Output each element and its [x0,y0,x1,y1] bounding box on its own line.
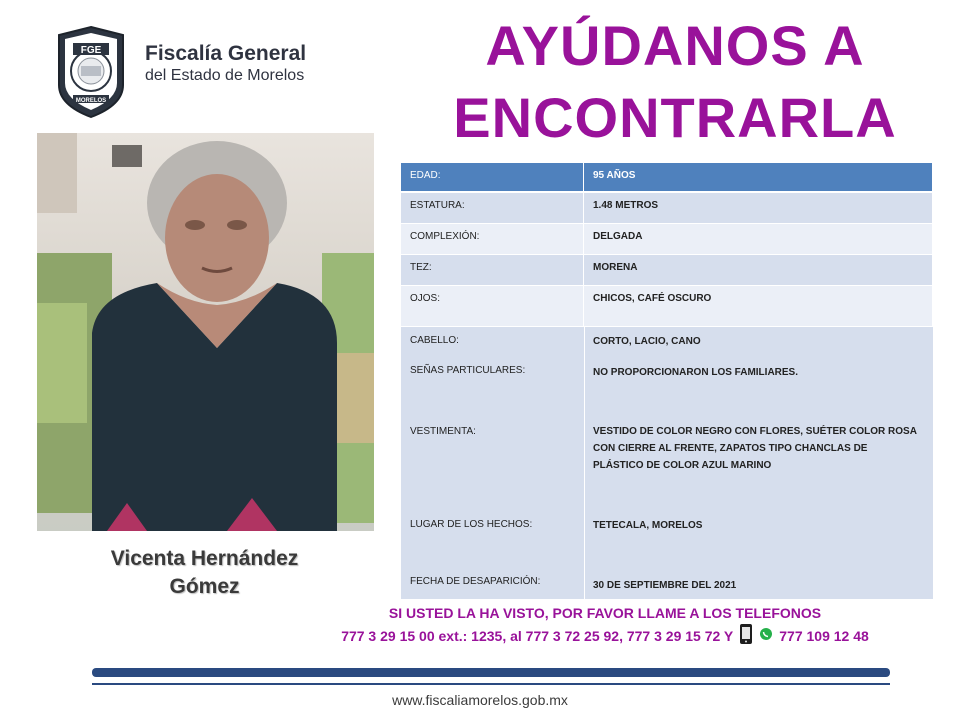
whatsapp-icon [759,627,773,646]
description-table [401,163,933,598]
row-label: EDAD: [401,163,584,191]
contact-line1: SI USTED LA HA VISTO, POR FAVOR LLAME A LOS TELEFONOS [388,605,822,621]
missing-person-photo [37,133,374,531]
row-label: CABELLO: [410,335,459,346]
footer-divider [92,683,890,685]
whatsapp-number: 777 109 12 48 [779,628,869,644]
headline [440,10,910,154]
logo-bottom-text: MORELOS [75,98,107,104]
table-row-extended [401,326,933,599]
person-name-line1: Vicenta Hernández [110,547,299,570]
row-label: TEZ: [401,255,584,285]
org-name-line1: Fiscalía General [145,42,307,65]
headline-line2: ENCONTRARLA [453,86,897,149]
row-value: NO PROPORCIONARON LOS FAMILIARES. [593,367,799,378]
row-label: FECHA DE DESAPARICIÓN: [410,576,541,587]
person-name-line2: Gómez [169,575,240,598]
row-value: MORENA [584,255,933,285]
contact-line2 [300,623,910,650]
org-name [145,42,306,86]
mobile-phone-icon [739,623,753,650]
row-value: TETECALA, MORELOS [593,520,703,531]
row-label: ESTATURA: [401,193,584,223]
fge-logo [55,25,127,119]
row-label: LUGAR DE LOS HECHOS: [410,519,533,530]
row-value: 30 DE SEPTIEMBRE DEL 2021 [593,580,737,591]
contact-info [300,604,910,650]
footer-bar [92,668,890,677]
table-row [401,254,933,285]
row-value: CORTO, LACIO, CANO [593,336,701,347]
table-row [401,285,933,326]
row-label: COMPLEXIÓN: [401,224,584,254]
table-row [401,192,933,223]
row-value: 95 AÑOS [584,163,933,191]
website-link[interactable]: www.fiscaliamorelos.gob.mx [392,692,568,708]
row-label: SEÑAS PARTICULARES: [410,365,526,376]
table-row [401,223,933,254]
logo-text: FGE [80,45,102,56]
row-value: 1.48 METROS [584,193,933,223]
row-label: VESTIMENTA: [410,426,476,437]
row-label: OJOS: [401,286,584,326]
org-name-line2: del Estado de Morelos [145,67,305,84]
headline-line1: AYÚDANOS A [485,14,865,77]
phone-numbers: 777 3 29 15 00 ext.: 1235, al 777 3 72 25 92, 777 3 29 15 72 Y [341,628,734,644]
table-row [401,163,933,191]
row-value: DELGADA [584,224,933,254]
person-name [37,545,372,601]
row-value: VESTIDO DE COLOR NEGRO CON FLORES, SUÉTER COLOR ROSA CON CIERRE AL FRENTE, ZAPATOS TIPO CHANCLAS DE PLÁSTICO DE COLOR AZUL MARINO [593,426,917,471]
row-value: CHICOS, CAFÉ OSCURO [584,286,933,326]
